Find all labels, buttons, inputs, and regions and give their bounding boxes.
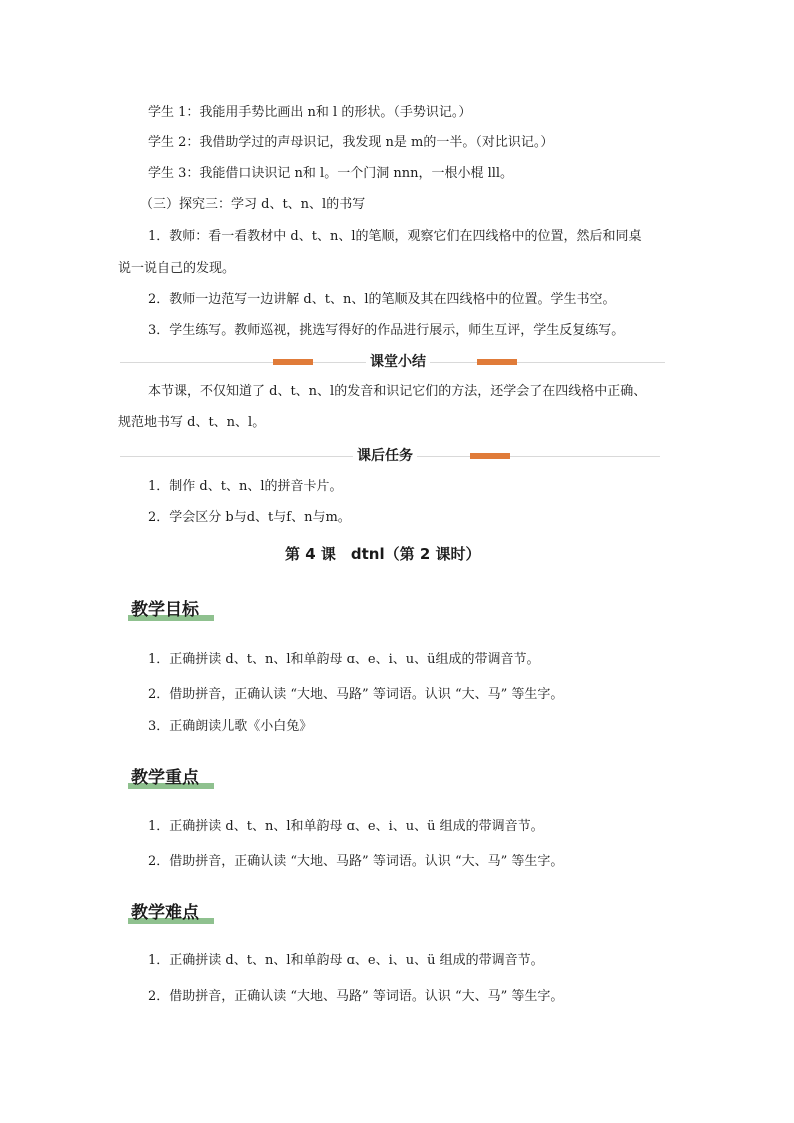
homework-line-1: 1．制作 d、t、n、l的拼音卡片。 (148, 479, 343, 494)
summary-heading: 课堂小结 (366, 352, 430, 372)
subheading-explore-3: （三）探究三：学习 d、t、n、l的书写 (140, 197, 366, 212)
summary-line-2: 规范地书写 d、t、n、l。 (118, 415, 266, 430)
difficulty-line-2: 2．借助拼音，正确认读 “大地、马路” 等词语。认识 “大、马” 等生字。 (148, 989, 564, 1004)
summary-accent-right (477, 359, 517, 365)
section-difficulties (128, 901, 199, 925)
section-heading: 教学目标 (131, 600, 199, 620)
homework-accent (470, 453, 510, 459)
goal-line-3: 3．正确朗读儿歌《小白兔》 (148, 719, 313, 734)
section-key-points (128, 766, 199, 790)
summary-line-1: 本节课，不仅知道了 d、t、n、l的发音和识记它们的方法，还学会了在四线格中正确、 (148, 384, 647, 399)
difficulty-line-1: 1．正确拼读 d、t、n、l和单韵母 ɑ、e、i、u、ü 组成的带调音节。 (148, 953, 544, 968)
section-heading: 教学重点 (131, 768, 199, 788)
homework-heading: 课后任务 (353, 446, 417, 466)
paragraph-student-1: 学生 1：我能用手势比画出 n和 l 的形状。（手势识记。） (148, 105, 472, 120)
key-line-1: 1．正确拼读 d、t、n、l和单韵母 ɑ、e、i、u、ü 组成的带调音节。 (148, 819, 544, 834)
paragraph-student-3: 学生 3：我能借口诀识记 n和 l。一个门洞 nnn，一根小棍 lll。 (148, 166, 514, 181)
section-teaching-goals (128, 598, 199, 622)
paragraph-student-2: 学生 2：我借助学过的声母识记，我发现 n是 m的一半。（对比识记。） (148, 135, 554, 150)
lesson-title: 第 4 课 dtnl（第 2 课时） (285, 545, 481, 563)
goal-line-1: 1．正确拼读 d、t、n、l和单韵母 ɑ、e、i、u、ü组成的带调音节。 (148, 652, 540, 667)
homework-line-2: 2．学会区分 b与d、t与f、n与m。 (148, 510, 351, 525)
paragraph-step-3: 3．学生练写。教师巡视，挑选写得好的作品进行展示，师生互评，学生反复练写。 (148, 323, 625, 338)
section-heading: 教学难点 (131, 903, 199, 923)
paragraph-step-1: 1．教师：看一看教材中 d、t、n、l的笔顺，观察它们在四线格中的位置，然后和同桌 (148, 229, 642, 244)
key-line-2: 2．借助拼音，正确认读 “大地、马路” 等词语。认识 “大、马” 等生字。 (148, 854, 564, 869)
paragraph-step-2: 2．教师一边范写一边讲解 d、t、n、l的笔顺及其在四线格中的位置。学生书空。 (148, 292, 616, 307)
paragraph-step-1-cont: 说一说自己的发现。 (118, 261, 236, 276)
summary-accent-left (273, 359, 313, 365)
goal-line-2: 2．借助拼音，正确认读 “大地、马路” 等词语。认识 “大、马” 等生字。 (148, 687, 564, 702)
